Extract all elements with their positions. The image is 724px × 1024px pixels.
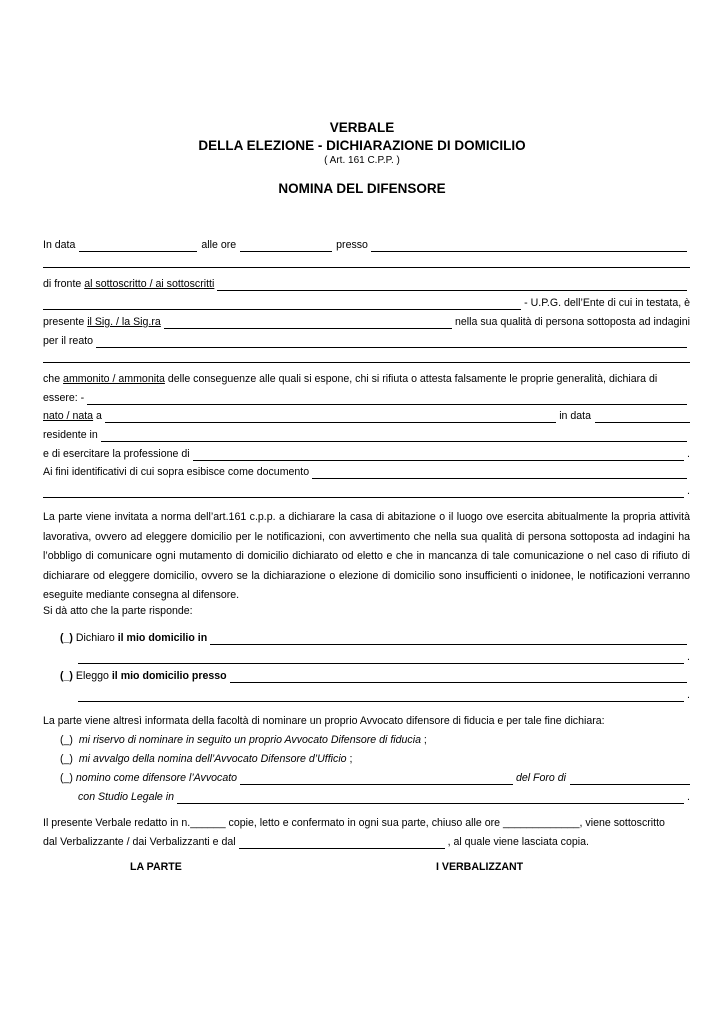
label: ammonito / ammonita [63, 373, 165, 385]
label: per il reato [43, 335, 94, 347]
label: il mio domicilio in [117, 632, 208, 644]
label: in data [559, 410, 591, 422]
closing-line-1: Il presente Verbale redatto in n.______ copie, letto e confermato in ogni sua parte, chiuso alle ore _____________, viene sottoscritto [43, 817, 665, 829]
label: il mio domicilio presso [111, 670, 227, 682]
professione-line [43, 447, 690, 461]
label: al sottoscritto / ai sottoscritti [84, 278, 215, 290]
label: , al quale viene lasciata copia. [447, 836, 589, 848]
nato-line [43, 409, 690, 423]
eleggo-line [60, 669, 690, 683]
birthdate-field[interactable] [595, 413, 690, 423]
informata-line: La parte viene altresì informata della facoltà di nominare un proprio Avvocato difensore di fiducia e per tale fine dichiara: [43, 715, 605, 727]
elected-domicile-field[interactable] [230, 673, 687, 683]
label: del Foro di [515, 772, 566, 784]
option-ufficio [60, 752, 690, 766]
domicile-field[interactable] [210, 635, 687, 645]
notice-paragraph: La parte viene invitata a norma dell’art.161 c.p.p. a dichiarare la casa di abitazione o il luogo ove esercita abitualmente la propria attività lavorativa, ovvero ad eleggere domicilio per le notificazioni, con avvertimento che nella sua qualità di persona sottoposta ad indagini ha l’obbligo di comunicare ogni mutamento di domicilio dichiarato od eletto e che in mancanza di tale comunicazione o nel caso di rifiuto di dichiarare od eleggere domicilio, ovvero se la dichiarazione o elezione di domicilio sono insufficienti o inidonee, le notificazioni verranno eseguite mediante consegna al difensore. [43, 511, 690, 601]
document-field-2[interactable] [43, 488, 684, 498]
blank-line[interactable] [43, 267, 690, 268]
si-da-atto: Si dà atto che la parte risponde: [43, 605, 193, 617]
label: di fronte [43, 278, 82, 290]
option-reserve [60, 733, 690, 747]
label: ; [349, 753, 353, 765]
residence-field[interactable] [101, 432, 687, 442]
di-fronte-line [43, 277, 690, 291]
label: che [43, 373, 61, 385]
blank-line[interactable] [43, 362, 690, 363]
studio-field[interactable] [177, 794, 684, 804]
signature-verbalizzanti: I VERBALIZZANT [436, 861, 524, 873]
date-field[interactable] [79, 242, 197, 252]
checkbox-reserve[interactable]: (_) [60, 734, 73, 746]
essere-line [43, 391, 690, 405]
label: - U.P.G. dell’Ente di cui in testata, è [524, 297, 690, 309]
residente-line [43, 428, 690, 442]
party-name-field[interactable] [239, 839, 445, 849]
label: nella sua qualità di persona sottoposta ad indagini [455, 316, 690, 328]
subtitle: DELLA ELEZIONE - DICHIARAZIONE DI DOMICILIO [198, 138, 526, 153]
option-nomino [60, 771, 690, 785]
label: Ai fini identificativi di cui sopra esibisce come documento [43, 466, 310, 478]
label: e di esercitare la professione di [43, 448, 190, 460]
label: delle conseguenze alle quali si espone, chi si rifiuta o attesta falsamente le proprie generalità, dichiara di [167, 373, 658, 385]
label: . [687, 485, 690, 497]
dichiaro-line [60, 631, 690, 645]
officers-field[interactable] [217, 281, 687, 291]
bar-field[interactable] [570, 775, 690, 785]
domicile-field-2[interactable] [78, 654, 684, 664]
upg-line [43, 296, 690, 310]
label: dal Verbalizzante / dai Verbalizzanti e dal [43, 836, 236, 848]
label: nomino come difensore l’Avvocato [75, 772, 238, 784]
label: . [687, 651, 690, 663]
title: VERBALE [329, 120, 395, 135]
lawyer-name-field[interactable] [240, 775, 513, 785]
label: Dichiaro [75, 632, 115, 644]
article-reference: ( Art. 161 C.P.P. ) [324, 155, 400, 166]
offence-field[interactable] [96, 338, 687, 348]
dichiaro-line-2 [78, 650, 690, 664]
label: presente [43, 316, 85, 328]
studio-line [78, 790, 690, 804]
label: il Sig. / la Sig.ra [87, 316, 161, 328]
label: . [687, 689, 690, 701]
reato-line [43, 334, 690, 348]
officers-field-2[interactable] [43, 300, 521, 310]
label: mi riservo di nominare in seguito un proprio Avvocato Difensore di fiducia [78, 734, 421, 746]
label: presso [336, 239, 368, 251]
label: nato / nata [43, 410, 94, 422]
label: . [687, 448, 690, 460]
profession-field[interactable] [193, 451, 684, 461]
label: Eleggo [75, 670, 109, 682]
label: alle ore [201, 239, 237, 251]
label: . [687, 791, 690, 803]
label: mi avvalgo della nomina dell’Avvocato Difensore d’Ufficio [78, 753, 347, 765]
checkbox-nomino[interactable]: (_) [60, 772, 73, 784]
label: a [96, 410, 102, 422]
identity-field[interactable] [87, 395, 687, 405]
checkbox-dichiaro[interactable]: (_) [60, 632, 73, 644]
checkbox-eleggo[interactable]: (_) [60, 670, 73, 682]
elected-domicile-field-2[interactable] [78, 692, 684, 702]
label: con Studio Legale in [78, 791, 175, 803]
birthplace-field[interactable] [105, 413, 556, 423]
documento-line-2 [43, 484, 690, 498]
closing-line-2 [43, 835, 690, 849]
heading: NOMINA DEL DIFENSORE [278, 181, 446, 196]
label: residente in [43, 429, 98, 441]
checkbox-ufficio[interactable]: (_) [60, 753, 73, 765]
place-field[interactable] [371, 242, 687, 252]
documento-line [43, 465, 690, 479]
label: ; [423, 734, 427, 746]
document-field[interactable] [312, 469, 687, 479]
time-field[interactable] [240, 242, 332, 252]
presente-line [43, 315, 690, 329]
signature-parte: LA PARTE [130, 861, 182, 873]
person-name-field[interactable] [164, 319, 452, 329]
label: essere: - [43, 392, 85, 404]
ammonito-line [43, 372, 690, 386]
date-time-place-line [43, 238, 690, 252]
label: In data [43, 239, 76, 251]
eleggo-line-2 [78, 688, 690, 702]
